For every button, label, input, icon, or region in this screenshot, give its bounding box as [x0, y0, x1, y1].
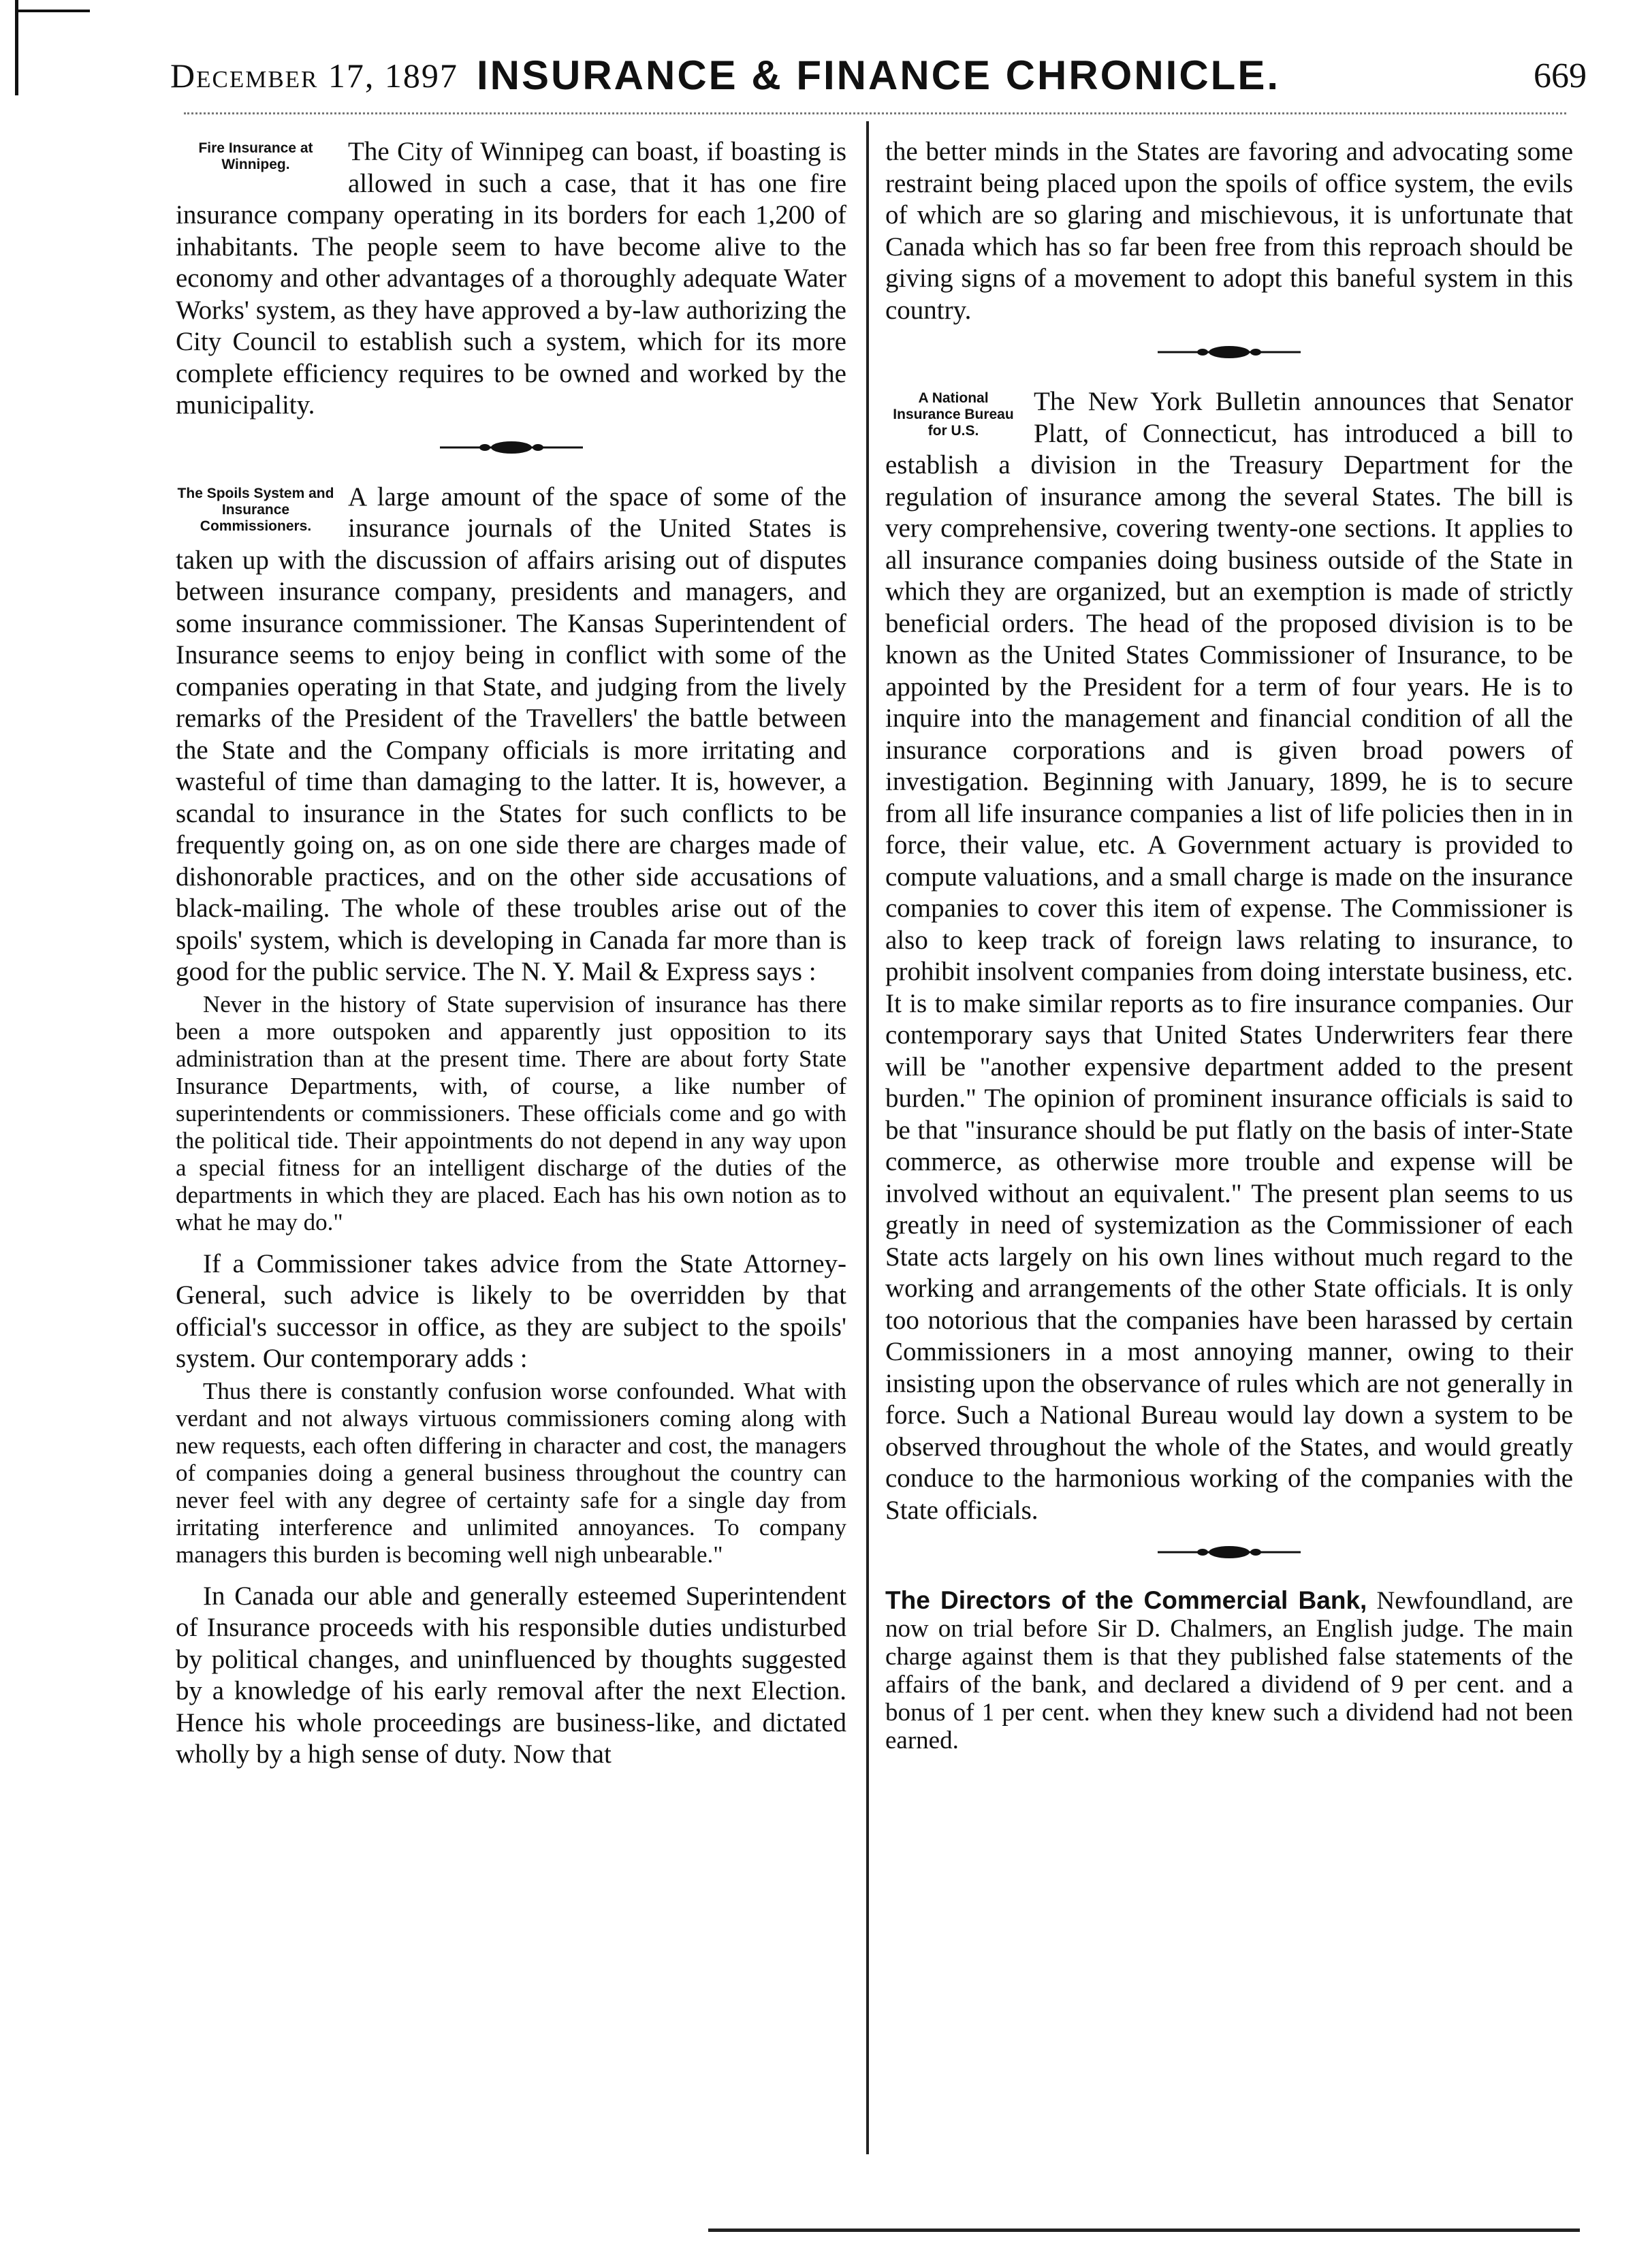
- left-column: [176, 136, 846, 1771]
- block-quote: [176, 991, 846, 1236]
- page-header: [170, 49, 1587, 110]
- corner-rule: [15, 10, 90, 12]
- header-title: INSURANCE & FINANCE CHRONICLE.: [476, 52, 1281, 98]
- spoils-article: [176, 482, 846, 1771]
- right-column: [885, 136, 1573, 1754]
- article-continuation: the better minds in the States are favoring and advocating some restraint being placed upon the spoils of office system, the evils of which are so glaring and mischievous, it is unfortunate that Canada which has so far been free from this reproach should be giving signs of a movement to adopt this baneful system in this country.: [885, 137, 1573, 325]
- side-heading: A National Insurance Bureau for U.S.: [893, 390, 1014, 439]
- header-page-number: 669: [1534, 57, 1587, 95]
- section-divider-ornament: [1158, 344, 1301, 360]
- column-divider: [866, 121, 869, 2154]
- bottom-rule: [708, 2228, 1580, 2232]
- winnipeg-article: [176, 136, 846, 422]
- article-text: In Canada our able and generally esteemed Superintendent of Insurance proceeds with his responsible duties undisturbed by political changes, and uninfluenced by thoughts suggested by a knowledge of his early removal after the next Election. Hence his whole proceedings are business-like, and dictated wholly by a high sense of duty. Now that: [176, 1581, 846, 1769]
- article-text: The City of Winnipeg can boast, if boasting is allowed in such a case, that it has one fire insurance company operating in its borders for each 1,200 of inhabitants. The people seem to have become alive to the economy and other advantages of a thoroughly adequate Water Works' system, as they have approved a by-law authorizing the City Council to establish such a system, which for its more complete efficiency requires to be owned and worked by the municipality.: [176, 137, 846, 420]
- section-divider-ornament: [1158, 1544, 1301, 1560]
- quote-text: Thus there is constantly confusion worse confounded. What with verdant and not always virtuous commissioners coming along with new requests, each often differing in character and cost, the managers of companies doing a general business throughout the country can never feel with any degree of certainty safe for a single day from irritating interference and unlimited annoyances. To company managers this burden is becoming well nigh unbearable.": [176, 1377, 846, 1568]
- bureau-article: [885, 386, 1573, 1526]
- article-text: Newfoundland, are now on trial before Sir D. Chalmers, an English judge. The main charge against them is that they published false statements of the affairs of the bank, and declared a dividend of 9 per cent. and a bonus of 1 per cent. when they knew such a dividend had not been earned.: [885, 1587, 1573, 1754]
- article-text: If a Commissioner takes advice from the State Attorney-General, such advice is likely to be overridden by that official's successor in office, as they are subject to the spoils' system. Our contemporary adds :: [176, 1248, 846, 1373]
- corner-rule: [15, 0, 18, 95]
- news-lead: The Directors of the Commercial Bank,: [885, 1586, 1367, 1614]
- side-heading: The Spoils System and Insurance Commissioners.: [177, 485, 334, 534]
- header-date: December 17, 1897: [170, 57, 458, 95]
- commercial-bank-article: [885, 1586, 1573, 1754]
- article-text: A large amount of the space of some of the insurance journals of the United States is taken up with the discussion of affairs arising out of disputes between insurance company, presidents and managers, and some insurance commissioner. The Kansas Superintendent of Insurance seems to enjoy being in conflict with some of the companies operating in that State, and judging from the lively remarks of the President of the Travellers' the battle between the State and the Company officials is more irritating and wasteful of time than damaging to the latter. It is, however, a scandal to insurance in the States for such conflicts to be frequently going on, as on one side there are charges made of dishonorable practices, and on the other side accusations of black-mailing. The whole of these troubles arise out of the spoils' system, which is developing in Canada far more than is good for the public service. The N. Y. Mail & Express says :: [176, 482, 846, 986]
- side-heading: Fire Insurance at Winnipeg.: [198, 140, 313, 172]
- block-quote: [176, 1378, 846, 1569]
- quote-text: Never in the history of State supervision of insurance has there been a more outspoken and apparently just opposition to its administration than at the present time. There are about forty State Insurance Departments, with, of course, a like number of superintendents or commissioners. These officials come and go with the political tide. Their appointments do not depend in any way upon a special fitness for an intelligent discharge of the duties of the departments in which they are placed. Each has his own notion as to what he may do.": [176, 990, 846, 1235]
- article-text: The New York Bulletin announces that Senator Platt, of Connecticut, has introduced a bill to establish a division in the Treasury Department for the regulation of insurance among the several States. The bill is very comprehensive, covering twenty-one sections. It applies to all insurance companies doing business outside of the State in which they are organized, but an exemption is made of strictly beneficial orders. The head of the proposed division is to be known as the United States Commissioner of Insurance, to be appointed by the President for a term of four years. He is to inquire into the management and financial condition of all the insurance corporations and is given broad powers of investigation. Beginning with January, 1899, he is to secure from all life insurance companies a list of life policies then in in force, their value, etc. A Government actuary is provided to compute valuations, and a small charge is made on the insurance companies to cover this item of expense. The Commissioner is also to keep track of foreign laws relating to insurance, to prohibit insolvent companies from doing interstate business, etc. It is to make similar reports as to fire insurance companies. Our contemporary says that United States Underwriters fear there will be "another expensive department added to the present burden." The opinion of prominent insurance officials is said to be that "insurance should be put flatly on the basis of inter-State commerce, as otherwise more trouble and expense will be involved without an equivalent." The present plan seems to us greatly in need of systemization as the Commissioner of each State acts largely on his own lines without much regard to the working and arrangements of the other State officials. It is only too notorious that the companies have been harassed by certain Commissioners in a most annoying manner, owing to their insisting upon the observance of rules which are not generally in force. Such a National Bureau would lay down a system to be observed throughout the whole of the States, and would greatly conduce to the harmonious working of the companies with the State officials.: [885, 387, 1573, 1525]
- header-rule: [184, 112, 1566, 114]
- section-divider-ornament: [440, 439, 583, 456]
